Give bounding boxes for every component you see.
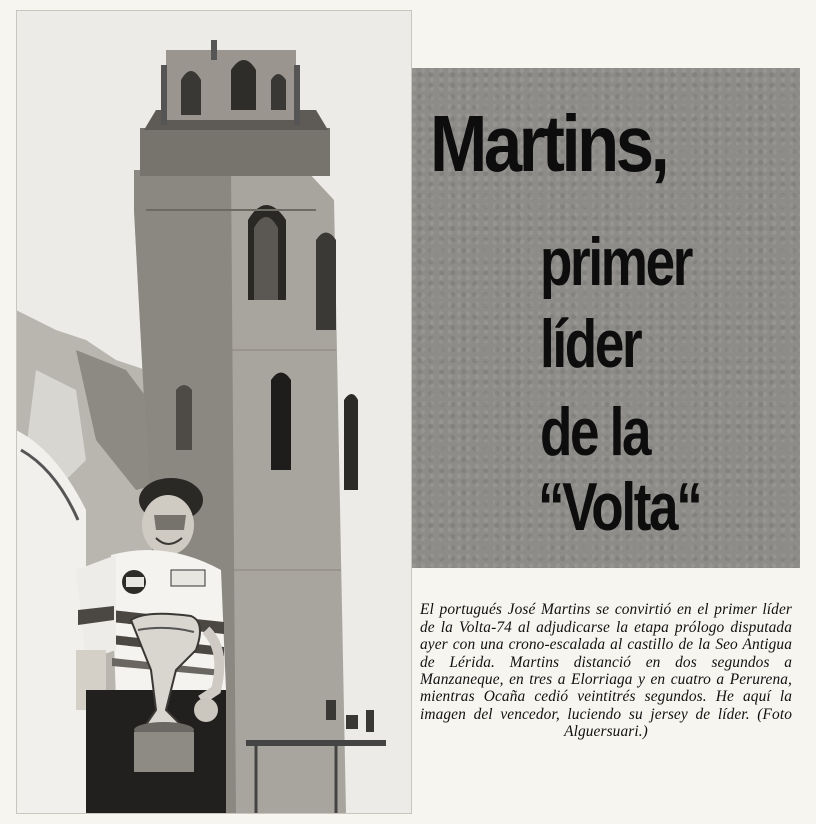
photo-caption: El portugués José Martins se convirtió en el primer líder de la Volta-74 al adjudicarse la etapa prólogo disputada ayer con una crono-escalada al castillo de la Seo Antigua de Lérida. Martins distanció en dos segundos a Manzaneque, en tres a Elorriaga y en cuatro a Perurena, mientras Ocaña cedió veintitrés segundos. He aquí la imagen del vencedor, luciendo su jersey de líder. (Foto Alguersuari.) xyxy=(420,601,792,741)
headline-box xyxy=(412,68,800,568)
headline-line-3: líder xyxy=(540,306,641,382)
headline-line-4: de la xyxy=(540,394,650,470)
news-photo xyxy=(16,10,412,814)
headline-line-2: primer xyxy=(540,224,692,300)
headline xyxy=(412,68,800,568)
headline-line-1: Martins, xyxy=(430,99,667,188)
photo-illustration xyxy=(16,10,412,814)
headline-line-5: “Volta“ xyxy=(538,469,701,545)
